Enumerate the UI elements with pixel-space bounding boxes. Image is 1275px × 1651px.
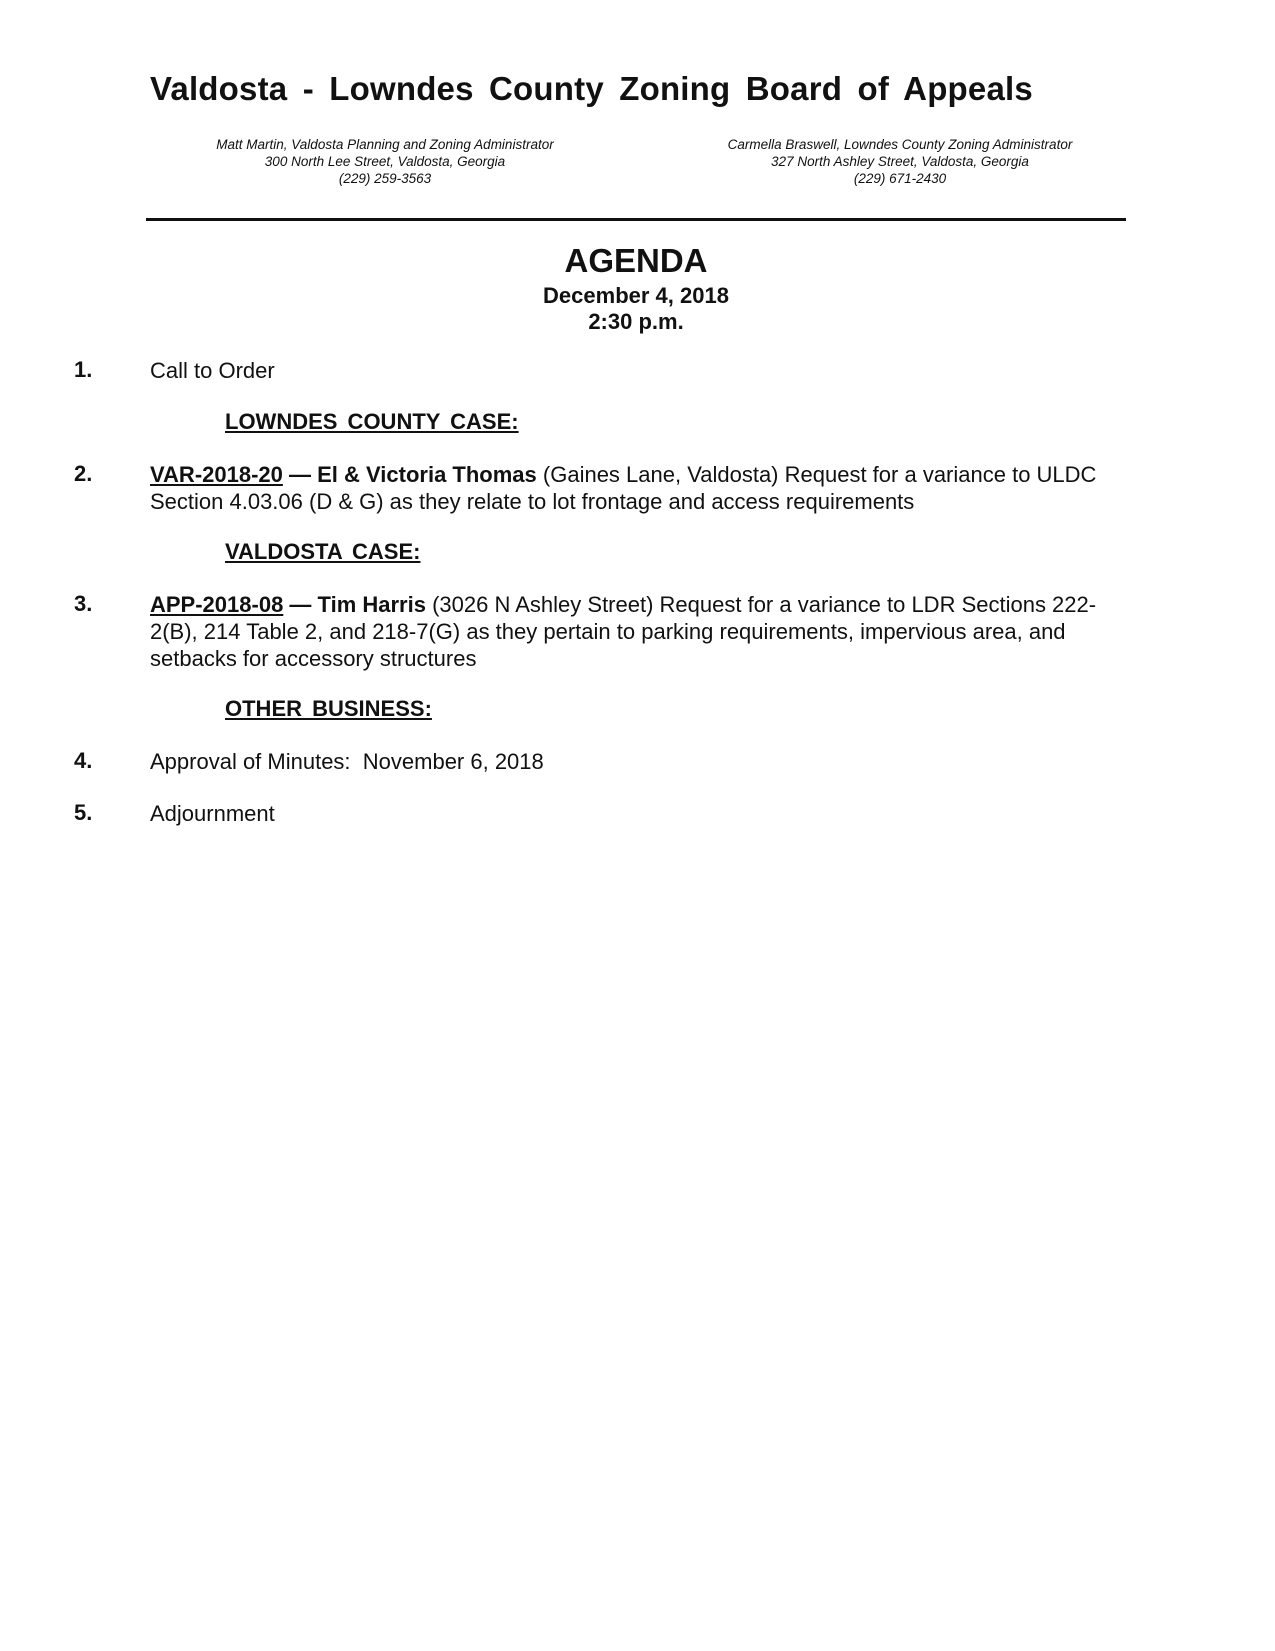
item-number: 5.	[74, 800, 93, 825]
item-description: (3026 N Ashley Street) Request for a variance to LDR Sections 222-2(B), 214 Table 2, and 218-7(G) as they pertain to parking requirements, impervious area, and setbacks for accessory structures	[150, 592, 1097, 671]
agenda-item-2	[150, 461, 1120, 515]
item-text: Approval of Minutes: November 6, 2018	[150, 749, 544, 774]
header-divider	[146, 218, 1126, 221]
item-text: Adjournment	[150, 801, 275, 826]
applicant-name: — El & Victoria Thomas	[282, 462, 537, 487]
page-title: Valdosta - Lowndes County Zoning Board of Appeals	[150, 70, 1033, 107]
section-heading-lowndes: LOWNDES COUNTY CASE:	[225, 409, 519, 434]
item-number: 3.	[74, 591, 93, 616]
agenda-date: December 4, 2018	[543, 283, 729, 308]
case-id: VAR-2018-20	[150, 462, 283, 487]
case-id: APP-2018-08	[150, 592, 284, 617]
item-number: 2.	[74, 461, 93, 486]
valdosta-contact	[185, 136, 585, 187]
agenda-item-3	[150, 591, 1120, 672]
section-heading-valdosta: VALDOSTA CASE:	[225, 539, 421, 564]
valdosta-contact-name: Matt Martin, Valdosta Planning and Zoning Administrator	[216, 137, 554, 152]
item-number: 4.	[74, 748, 93, 773]
lowndes-contact-name: Carmella Braswell, Lowndes County Zoning Administrator	[727, 137, 1073, 152]
item-description: (Gaines Lane, Valdosta) Request for a variance to ULDC Section 4.03.06 (D & G) as they relate to lot frontage and access requirements	[150, 462, 1097, 514]
item-text: Call to Order	[150, 358, 275, 383]
lowndes-contact-phone: (229) 671-2430	[853, 171, 947, 186]
lowndes-contact-address: 327 North Ashley Street, Valdosta, Georgia	[771, 154, 1029, 169]
item-number: 1.	[74, 357, 93, 382]
lowndes-contact	[690, 136, 1110, 187]
agenda-time: 2:30 p.m.	[588, 309, 684, 334]
applicant-name: — Tim Harris	[283, 592, 426, 617]
valdosta-contact-phone: (229) 259-3563	[338, 171, 432, 186]
section-heading-other: OTHER BUSINESS:	[225, 696, 432, 721]
agenda-title: AGENDA	[564, 242, 708, 279]
valdosta-contact-address: 300 North Lee Street, Valdosta, Georgia	[264, 154, 506, 169]
